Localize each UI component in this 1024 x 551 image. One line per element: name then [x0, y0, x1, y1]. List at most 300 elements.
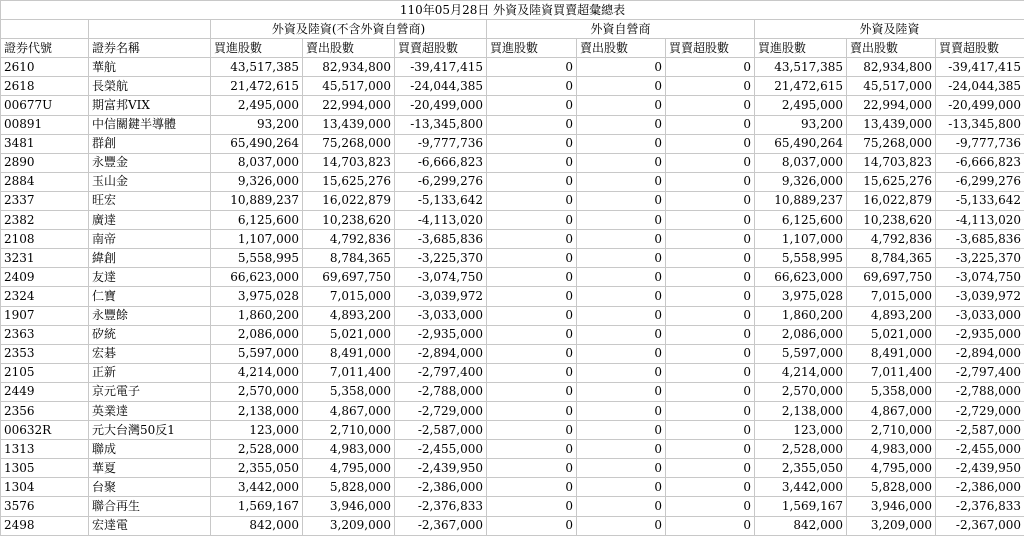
- cell-dealer-buy-shares: 0: [487, 382, 577, 401]
- cell-total-buy-shares: 4,214,000: [755, 363, 847, 382]
- cell-total-buy-shares: 2,086,000: [755, 325, 847, 344]
- table-row: [1, 306, 1024, 325]
- cell-stock-code: 3576: [1, 497, 89, 516]
- cell-dealer-buy-shares: 0: [487, 287, 577, 306]
- table-row: [1, 172, 1024, 191]
- cell-sell-shares: 5,828,000: [303, 478, 395, 497]
- cell-sell-shares: 69,697,750: [303, 268, 395, 287]
- table-row: [1, 478, 1024, 497]
- cell-dealer-net-shares: 0: [666, 516, 755, 535]
- cell-total-sell-shares: 15,625,276: [847, 172, 936, 191]
- cell-stock-name: 聯合再生: [89, 497, 211, 516]
- cell-stock-code: 2498: [1, 516, 89, 535]
- cell-stock-code: 2610: [1, 58, 89, 77]
- cell-total-sell-shares: 10,238,620: [847, 211, 936, 230]
- cell-stock-code: 1313: [1, 440, 89, 459]
- cell-total-net-shares: -2,376,833: [936, 497, 1024, 516]
- cell-dealer-buy-shares: 0: [487, 153, 577, 172]
- cell-net-shares: -13,345,800: [395, 115, 487, 134]
- cell-stock-name: 緯創: [89, 249, 211, 268]
- cell-stock-code: 2356: [1, 401, 89, 420]
- cell-stock-name: 中信關鍵半導體: [89, 115, 211, 134]
- cell-stock-code: 00677U: [1, 96, 89, 115]
- cell-total-sell-shares: 2,710,000: [847, 421, 936, 440]
- cell-stock-code: 1305: [1, 459, 89, 478]
- cell-dealer-buy-shares: 0: [487, 325, 577, 344]
- cell-dealer-net-shares: 0: [666, 153, 755, 172]
- table-row: [1, 153, 1024, 172]
- cell-stock-name: 永豐餘: [89, 306, 211, 325]
- cell-total-buy-shares: 43,517,385: [755, 58, 847, 77]
- cell-sell-shares: 45,517,000: [303, 77, 395, 96]
- cell-sell-shares: 2,710,000: [303, 421, 395, 440]
- cell-total-sell-shares: 4,983,000: [847, 440, 936, 459]
- cell-stock-name: 矽統: [89, 325, 211, 344]
- cell-dealer-buy-shares: 0: [487, 440, 577, 459]
- cell-dealer-sell-shares: 0: [577, 516, 666, 535]
- cell-buy-shares: 8,037,000: [211, 153, 303, 172]
- cell-dealer-sell-shares: 0: [577, 497, 666, 516]
- column-header-sell-shares: 賣出股數: [303, 39, 395, 58]
- cell-total-net-shares: -9,777,736: [936, 134, 1024, 153]
- cell-total-sell-shares: 3,946,000: [847, 497, 936, 516]
- group-header-foreign-total: 外資及陸資: [755, 20, 1024, 39]
- empty-header-cell: [1, 20, 89, 39]
- cell-sell-shares: 10,238,620: [303, 211, 395, 230]
- column-header-row: [1, 39, 1024, 58]
- cell-stock-name: 京元電子: [89, 382, 211, 401]
- cell-buy-shares: 2,138,000: [211, 401, 303, 420]
- cell-stock-name: 廣達: [89, 211, 211, 230]
- cell-total-net-shares: -3,685,836: [936, 230, 1024, 249]
- report-title: 110年05月28日 外資及陸資買賣超彙總表: [1, 1, 1024, 20]
- table-row: [1, 459, 1024, 478]
- cell-dealer-sell-shares: 0: [577, 77, 666, 96]
- cell-dealer-net-shares: 0: [666, 77, 755, 96]
- table-row: [1, 287, 1024, 306]
- group-header-foreign-dealer: 外資自營商: [487, 20, 755, 39]
- cell-dealer-buy-shares: 0: [487, 344, 577, 363]
- cell-stock-code: 2363: [1, 325, 89, 344]
- cell-dealer-sell-shares: 0: [577, 459, 666, 478]
- cell-stock-code: 2449: [1, 382, 89, 401]
- cell-stock-name: 永豐金: [89, 153, 211, 172]
- cell-dealer-net-shares: 0: [666, 459, 755, 478]
- cell-sell-shares: 4,792,836: [303, 230, 395, 249]
- cell-stock-code: 1907: [1, 306, 89, 325]
- cell-total-net-shares: -3,074,750: [936, 268, 1024, 287]
- cell-total-net-shares: -6,299,276: [936, 172, 1024, 191]
- cell-dealer-sell-shares: 0: [577, 325, 666, 344]
- cell-total-buy-shares: 2,570,000: [755, 382, 847, 401]
- cell-buy-shares: 65,490,264: [211, 134, 303, 153]
- table-row: [1, 325, 1024, 344]
- cell-net-shares: -2,935,000: [395, 325, 487, 344]
- table-row: [1, 249, 1024, 268]
- cell-dealer-net-shares: 0: [666, 306, 755, 325]
- column-header-total-sell-shares: 賣出股數: [847, 39, 936, 58]
- table-row: [1, 96, 1024, 115]
- cell-buy-shares: 2,355,050: [211, 459, 303, 478]
- cell-total-net-shares: -2,367,000: [936, 516, 1024, 535]
- cell-dealer-buy-shares: 0: [487, 459, 577, 478]
- group-header-row: [1, 20, 1024, 39]
- cell-total-sell-shares: 14,703,823: [847, 153, 936, 172]
- cell-net-shares: -6,666,823: [395, 153, 487, 172]
- cell-total-buy-shares: 842,000: [755, 516, 847, 535]
- cell-total-sell-shares: 5,828,000: [847, 478, 936, 497]
- cell-sell-shares: 14,703,823: [303, 153, 395, 172]
- cell-total-net-shares: -20,499,000: [936, 96, 1024, 115]
- cell-dealer-sell-shares: 0: [577, 344, 666, 363]
- cell-dealer-sell-shares: 0: [577, 58, 666, 77]
- table-row: [1, 58, 1024, 77]
- cell-dealer-buy-shares: 0: [487, 211, 577, 230]
- cell-buy-shares: 10,889,237: [211, 191, 303, 210]
- cell-total-buy-shares: 123,000: [755, 421, 847, 440]
- cell-net-shares: -2,797,400: [395, 363, 487, 382]
- group-header-foreign-excl-dealer: 外資及陸資(不含外資自營商): [211, 20, 487, 39]
- cell-total-buy-shares: 2,355,050: [755, 459, 847, 478]
- cell-total-sell-shares: 13,439,000: [847, 115, 936, 134]
- cell-sell-shares: 75,268,000: [303, 134, 395, 153]
- cell-buy-shares: 2,086,000: [211, 325, 303, 344]
- cell-dealer-sell-shares: 0: [577, 191, 666, 210]
- table-row: [1, 440, 1024, 459]
- cell-total-net-shares: -13,345,800: [936, 115, 1024, 134]
- cell-buy-shares: 5,558,995: [211, 249, 303, 268]
- cell-dealer-buy-shares: 0: [487, 115, 577, 134]
- cell-dealer-buy-shares: 0: [487, 516, 577, 535]
- cell-total-sell-shares: 8,784,365: [847, 249, 936, 268]
- cell-dealer-sell-shares: 0: [577, 268, 666, 287]
- cell-total-net-shares: -5,133,642: [936, 191, 1024, 210]
- cell-sell-shares: 8,784,365: [303, 249, 395, 268]
- cell-total-buy-shares: 65,490,264: [755, 134, 847, 153]
- column-header-dealer-buy-shares: 買進股數: [487, 39, 577, 58]
- cell-stock-name: 玉山金: [89, 172, 211, 191]
- cell-net-shares: -9,777,736: [395, 134, 487, 153]
- cell-total-sell-shares: 16,022,879: [847, 191, 936, 210]
- table-row: [1, 211, 1024, 230]
- cell-sell-shares: 15,625,276: [303, 172, 395, 191]
- cell-buy-shares: 93,200: [211, 115, 303, 134]
- cell-dealer-net-shares: 0: [666, 96, 755, 115]
- cell-total-sell-shares: 45,517,000: [847, 77, 936, 96]
- table-row: [1, 134, 1024, 153]
- cell-total-buy-shares: 93,200: [755, 115, 847, 134]
- cell-total-net-shares: -2,729,000: [936, 401, 1024, 420]
- cell-stock-code: 2618: [1, 77, 89, 96]
- cell-stock-name: 宏達電: [89, 516, 211, 535]
- table-row: [1, 344, 1024, 363]
- cell-dealer-net-shares: 0: [666, 172, 755, 191]
- cell-total-buy-shares: 5,558,995: [755, 249, 847, 268]
- cell-dealer-sell-shares: 0: [577, 421, 666, 440]
- cell-total-sell-shares: 4,867,000: [847, 401, 936, 420]
- cell-total-net-shares: -6,666,823: [936, 153, 1024, 172]
- cell-total-buy-shares: 2,495,000: [755, 96, 847, 115]
- column-header-stock-code: 證券代號: [1, 39, 89, 58]
- cell-dealer-buy-shares: 0: [487, 268, 577, 287]
- cell-sell-shares: 4,983,000: [303, 440, 395, 459]
- cell-total-sell-shares: 3,209,000: [847, 516, 936, 535]
- cell-buy-shares: 2,570,000: [211, 382, 303, 401]
- cell-sell-shares: 5,021,000: [303, 325, 395, 344]
- cell-stock-name: 台聚: [89, 478, 211, 497]
- cell-total-sell-shares: 75,268,000: [847, 134, 936, 153]
- cell-buy-shares: 2,495,000: [211, 96, 303, 115]
- cell-total-net-shares: -24,044,385: [936, 77, 1024, 96]
- cell-dealer-sell-shares: 0: [577, 382, 666, 401]
- cell-stock-name: 英業達: [89, 401, 211, 420]
- cell-total-net-shares: -4,113,020: [936, 211, 1024, 230]
- cell-stock-code: 2382: [1, 211, 89, 230]
- cell-total-net-shares: -39,417,415: [936, 58, 1024, 77]
- cell-total-sell-shares: 5,358,000: [847, 382, 936, 401]
- cell-dealer-net-shares: 0: [666, 211, 755, 230]
- cell-stock-code: 2409: [1, 268, 89, 287]
- cell-dealer-sell-shares: 0: [577, 96, 666, 115]
- cell-dealer-net-shares: 0: [666, 344, 755, 363]
- cell-stock-name: 旺宏: [89, 191, 211, 210]
- cell-stock-name: 聯成: [89, 440, 211, 459]
- cell-sell-shares: 8,491,000: [303, 344, 395, 363]
- cell-dealer-net-shares: 0: [666, 115, 755, 134]
- cell-net-shares: -2,367,000: [395, 516, 487, 535]
- cell-net-shares: -2,587,000: [395, 421, 487, 440]
- cell-sell-shares: 7,011,400: [303, 363, 395, 382]
- table-row: [1, 401, 1024, 420]
- cell-total-net-shares: -2,587,000: [936, 421, 1024, 440]
- cell-dealer-buy-shares: 0: [487, 191, 577, 210]
- cell-dealer-sell-shares: 0: [577, 478, 666, 497]
- cell-dealer-net-shares: 0: [666, 497, 755, 516]
- cell-total-buy-shares: 21,472,615: [755, 77, 847, 96]
- cell-total-net-shares: -3,225,370: [936, 249, 1024, 268]
- cell-total-net-shares: -2,455,000: [936, 440, 1024, 459]
- cell-total-sell-shares: 7,015,000: [847, 287, 936, 306]
- cell-sell-shares: 22,994,000: [303, 96, 395, 115]
- cell-buy-shares: 842,000: [211, 516, 303, 535]
- cell-buy-shares: 4,214,000: [211, 363, 303, 382]
- cell-total-sell-shares: 4,792,836: [847, 230, 936, 249]
- cell-total-sell-shares: 82,934,800: [847, 58, 936, 77]
- cell-net-shares: -20,499,000: [395, 96, 487, 115]
- table-row: [1, 363, 1024, 382]
- cell-total-buy-shares: 6,125,600: [755, 211, 847, 230]
- cell-buy-shares: 5,597,000: [211, 344, 303, 363]
- cell-stock-name: 南帝: [89, 230, 211, 249]
- cell-dealer-sell-shares: 0: [577, 153, 666, 172]
- cell-dealer-buy-shares: 0: [487, 363, 577, 382]
- cell-dealer-buy-shares: 0: [487, 58, 577, 77]
- cell-dealer-sell-shares: 0: [577, 401, 666, 420]
- cell-total-net-shares: -2,797,400: [936, 363, 1024, 382]
- cell-buy-shares: 21,472,615: [211, 77, 303, 96]
- cell-total-sell-shares: 8,491,000: [847, 344, 936, 363]
- cell-dealer-net-shares: 0: [666, 440, 755, 459]
- cell-dealer-sell-shares: 0: [577, 230, 666, 249]
- cell-dealer-sell-shares: 0: [577, 440, 666, 459]
- table-row: [1, 497, 1024, 516]
- cell-buy-shares: 1,569,167: [211, 497, 303, 516]
- table-row: [1, 516, 1024, 535]
- cell-total-net-shares: -2,894,000: [936, 344, 1024, 363]
- cell-net-shares: -2,788,000: [395, 382, 487, 401]
- cell-stock-name: 期富邦VIX: [89, 96, 211, 115]
- cell-total-buy-shares: 2,528,000: [755, 440, 847, 459]
- cell-net-shares: -4,113,020: [395, 211, 487, 230]
- column-header-net-shares: 買賣超股數: [395, 39, 487, 58]
- cell-stock-name: 華航: [89, 58, 211, 77]
- cell-stock-code: 00891: [1, 115, 89, 134]
- cell-sell-shares: 3,946,000: [303, 497, 395, 516]
- cell-stock-code: 2324: [1, 287, 89, 306]
- cell-total-sell-shares: 5,021,000: [847, 325, 936, 344]
- table-row: [1, 268, 1024, 287]
- cell-stock-code: 2353: [1, 344, 89, 363]
- cell-dealer-sell-shares: 0: [577, 306, 666, 325]
- cell-buy-shares: 2,528,000: [211, 440, 303, 459]
- cell-net-shares: -2,386,000: [395, 478, 487, 497]
- cell-dealer-buy-shares: 0: [487, 230, 577, 249]
- table-row: [1, 115, 1024, 134]
- cell-dealer-buy-shares: 0: [487, 134, 577, 153]
- cell-stock-name: 宏碁: [89, 344, 211, 363]
- cell-net-shares: -3,039,972: [395, 287, 487, 306]
- cell-total-buy-shares: 8,037,000: [755, 153, 847, 172]
- title-row: [1, 1, 1024, 20]
- cell-stock-name: 正新: [89, 363, 211, 382]
- column-header-buy-shares: 買進股數: [211, 39, 303, 58]
- cell-stock-code: 3231: [1, 249, 89, 268]
- cell-stock-name: 長榮航: [89, 77, 211, 96]
- cell-sell-shares: 82,934,800: [303, 58, 395, 77]
- cell-total-sell-shares: 22,994,000: [847, 96, 936, 115]
- cell-total-net-shares: -3,039,972: [936, 287, 1024, 306]
- cell-dealer-buy-shares: 0: [487, 306, 577, 325]
- cell-dealer-net-shares: 0: [666, 421, 755, 440]
- cell-buy-shares: 66,623,000: [211, 268, 303, 287]
- cell-dealer-buy-shares: 0: [487, 478, 577, 497]
- cell-net-shares: -2,455,000: [395, 440, 487, 459]
- cell-dealer-sell-shares: 0: [577, 287, 666, 306]
- cell-stock-code: 00632R: [1, 421, 89, 440]
- cell-dealer-net-shares: 0: [666, 363, 755, 382]
- cell-total-net-shares: -3,033,000: [936, 306, 1024, 325]
- cell-net-shares: -24,044,385: [395, 77, 487, 96]
- cell-sell-shares: 13,439,000: [303, 115, 395, 134]
- cell-stock-name: 友達: [89, 268, 211, 287]
- cell-dealer-buy-shares: 0: [487, 497, 577, 516]
- cell-net-shares: -2,376,833: [395, 497, 487, 516]
- cell-buy-shares: 3,975,028: [211, 287, 303, 306]
- cell-total-buy-shares: 5,597,000: [755, 344, 847, 363]
- column-header-dealer-net-shares: 買賣超股數: [666, 39, 755, 58]
- cell-net-shares: -3,074,750: [395, 268, 487, 287]
- cell-dealer-buy-shares: 0: [487, 249, 577, 268]
- cell-total-sell-shares: 69,697,750: [847, 268, 936, 287]
- cell-dealer-net-shares: 0: [666, 58, 755, 77]
- cell-dealer-sell-shares: 0: [577, 172, 666, 191]
- cell-dealer-net-shares: 0: [666, 249, 755, 268]
- cell-total-buy-shares: 1,860,200: [755, 306, 847, 325]
- cell-dealer-net-shares: 0: [666, 401, 755, 420]
- cell-dealer-buy-shares: 0: [487, 96, 577, 115]
- cell-total-buy-shares: 9,326,000: [755, 172, 847, 191]
- cell-total-buy-shares: 66,623,000: [755, 268, 847, 287]
- cell-stock-name: 群創: [89, 134, 211, 153]
- cell-stock-code: 2884: [1, 172, 89, 191]
- cell-buy-shares: 3,442,000: [211, 478, 303, 497]
- cell-total-sell-shares: 4,795,000: [847, 459, 936, 478]
- cell-sell-shares: 4,867,000: [303, 401, 395, 420]
- cell-net-shares: -6,299,276: [395, 172, 487, 191]
- cell-dealer-net-shares: 0: [666, 287, 755, 306]
- cell-dealer-sell-shares: 0: [577, 134, 666, 153]
- cell-dealer-net-shares: 0: [666, 134, 755, 153]
- cell-total-net-shares: -2,788,000: [936, 382, 1024, 401]
- cell-total-buy-shares: 10,889,237: [755, 191, 847, 210]
- cell-stock-code: 3481: [1, 134, 89, 153]
- cell-stock-code: 1304: [1, 478, 89, 497]
- cell-dealer-sell-shares: 0: [577, 249, 666, 268]
- cell-dealer-buy-shares: 0: [487, 401, 577, 420]
- table-row: [1, 421, 1024, 440]
- cell-stock-code: 2105: [1, 363, 89, 382]
- cell-net-shares: -5,133,642: [395, 191, 487, 210]
- cell-dealer-buy-shares: 0: [487, 77, 577, 96]
- cell-dealer-net-shares: 0: [666, 382, 755, 401]
- cell-total-buy-shares: 2,138,000: [755, 401, 847, 420]
- cell-dealer-sell-shares: 0: [577, 211, 666, 230]
- table-row: [1, 230, 1024, 249]
- cell-dealer-buy-shares: 0: [487, 172, 577, 191]
- table-row: [1, 77, 1024, 96]
- table-row: [1, 191, 1024, 210]
- cell-sell-shares: 3,209,000: [303, 516, 395, 535]
- cell-dealer-sell-shares: 0: [577, 363, 666, 382]
- cell-sell-shares: 4,893,200: [303, 306, 395, 325]
- column-header-total-buy-shares: 買進股數: [755, 39, 847, 58]
- cell-net-shares: -39,417,415: [395, 58, 487, 77]
- cell-stock-name: 仁寶: [89, 287, 211, 306]
- cell-total-net-shares: -2,935,000: [936, 325, 1024, 344]
- cell-stock-code: 2108: [1, 230, 89, 249]
- cell-total-buy-shares: 3,442,000: [755, 478, 847, 497]
- column-header-stock-name: 證券名稱: [89, 39, 211, 58]
- cell-net-shares: -2,894,000: [395, 344, 487, 363]
- column-header-total-net-shares: 買賣超股數: [936, 39, 1024, 58]
- cell-net-shares: -2,439,950: [395, 459, 487, 478]
- cell-total-buy-shares: 3,975,028: [755, 287, 847, 306]
- cell-dealer-net-shares: 0: [666, 191, 755, 210]
- cell-buy-shares: 123,000: [211, 421, 303, 440]
- cell-dealer-sell-shares: 0: [577, 115, 666, 134]
- cell-net-shares: -2,729,000: [395, 401, 487, 420]
- cell-stock-name: 華夏: [89, 459, 211, 478]
- cell-net-shares: -3,033,000: [395, 306, 487, 325]
- cell-total-sell-shares: 4,893,200: [847, 306, 936, 325]
- cell-sell-shares: 5,358,000: [303, 382, 395, 401]
- cell-sell-shares: 7,015,000: [303, 287, 395, 306]
- cell-sell-shares: 16,022,879: [303, 191, 395, 210]
- cell-net-shares: -3,685,836: [395, 230, 487, 249]
- cell-stock-code: 2337: [1, 191, 89, 210]
- cell-dealer-net-shares: 0: [666, 230, 755, 249]
- cell-buy-shares: 1,860,200: [211, 306, 303, 325]
